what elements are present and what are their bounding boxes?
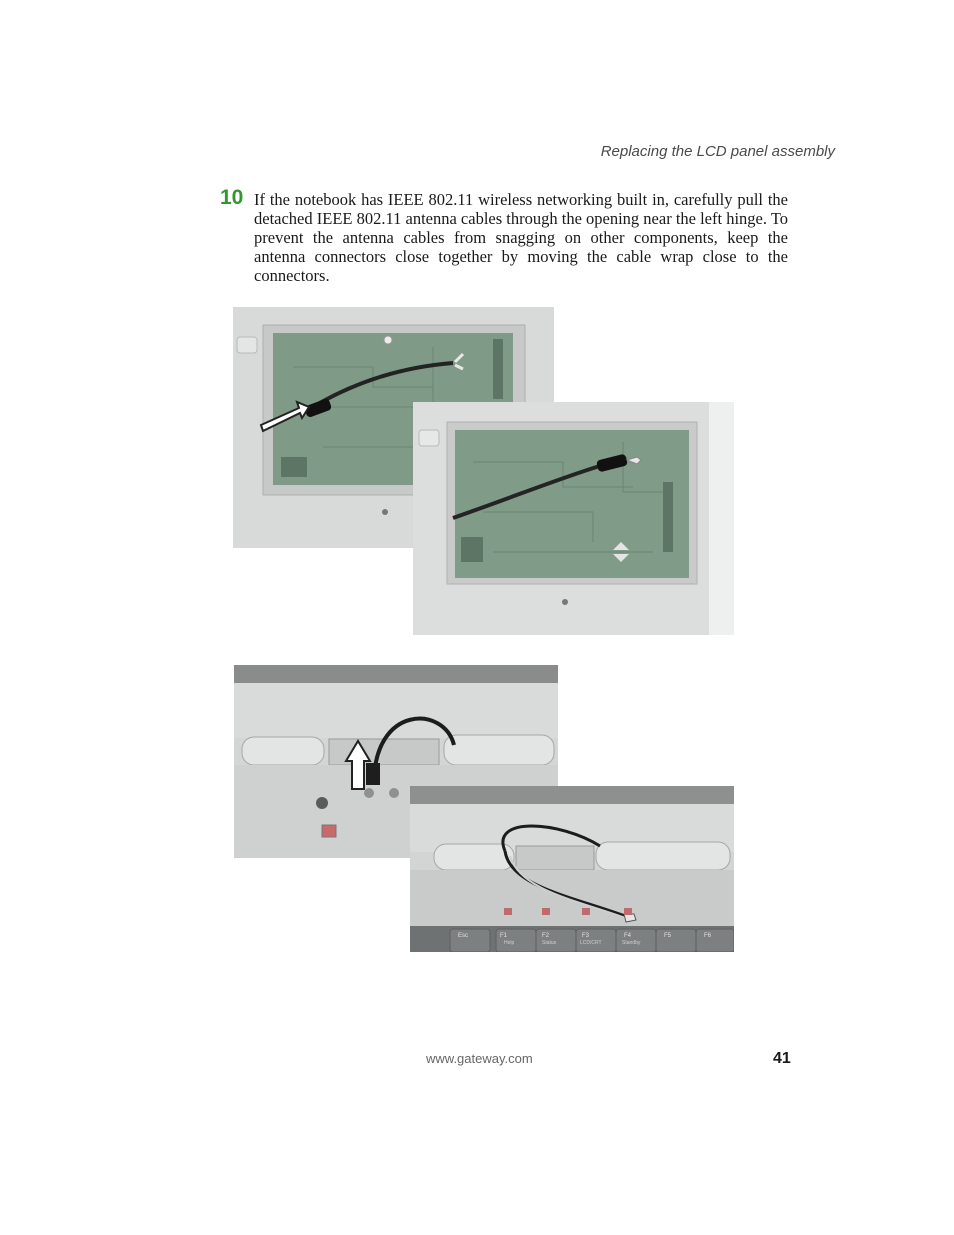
- key-label-f6: F6: [704, 933, 712, 939]
- key-sublabel-lcd-crt: LCD/CRT: [580, 940, 602, 946]
- key-sublabel-status: Status: [542, 940, 557, 946]
- step-instruction-text: If the notebook has IEEE 802.11 wireless networking built in, carefully pull the detached IEEE 802.11 antenna cables through the opening near the left hinge. To prevent the antenna cables from snagging on other components, keep the antenna connectors close together by moving the cable wrap close to the connectors.: [254, 190, 788, 285]
- running-header: Replacing the LCD panel assembly: [600, 143, 835, 160]
- footer-url: www.gateway.com: [426, 1051, 533, 1066]
- step-number: 10: [220, 186, 244, 209]
- key-sublabel-standby: Standby: [622, 940, 641, 946]
- photo-cables-over-keyboard: [410, 786, 734, 952]
- key-label-f5: F5: [664, 933, 672, 939]
- photo-wireless-bay-after: [413, 402, 734, 635]
- key-label-f2: F2: [542, 933, 550, 939]
- key-label-f3: F3: [582, 933, 590, 939]
- key-label-f1: F1: [500, 933, 508, 939]
- key-label-f4: F4: [624, 933, 632, 939]
- key-label-esc: Esc: [458, 933, 469, 939]
- page-number: 41: [773, 1050, 791, 1067]
- key-sublabel-help: Help: [504, 940, 515, 946]
